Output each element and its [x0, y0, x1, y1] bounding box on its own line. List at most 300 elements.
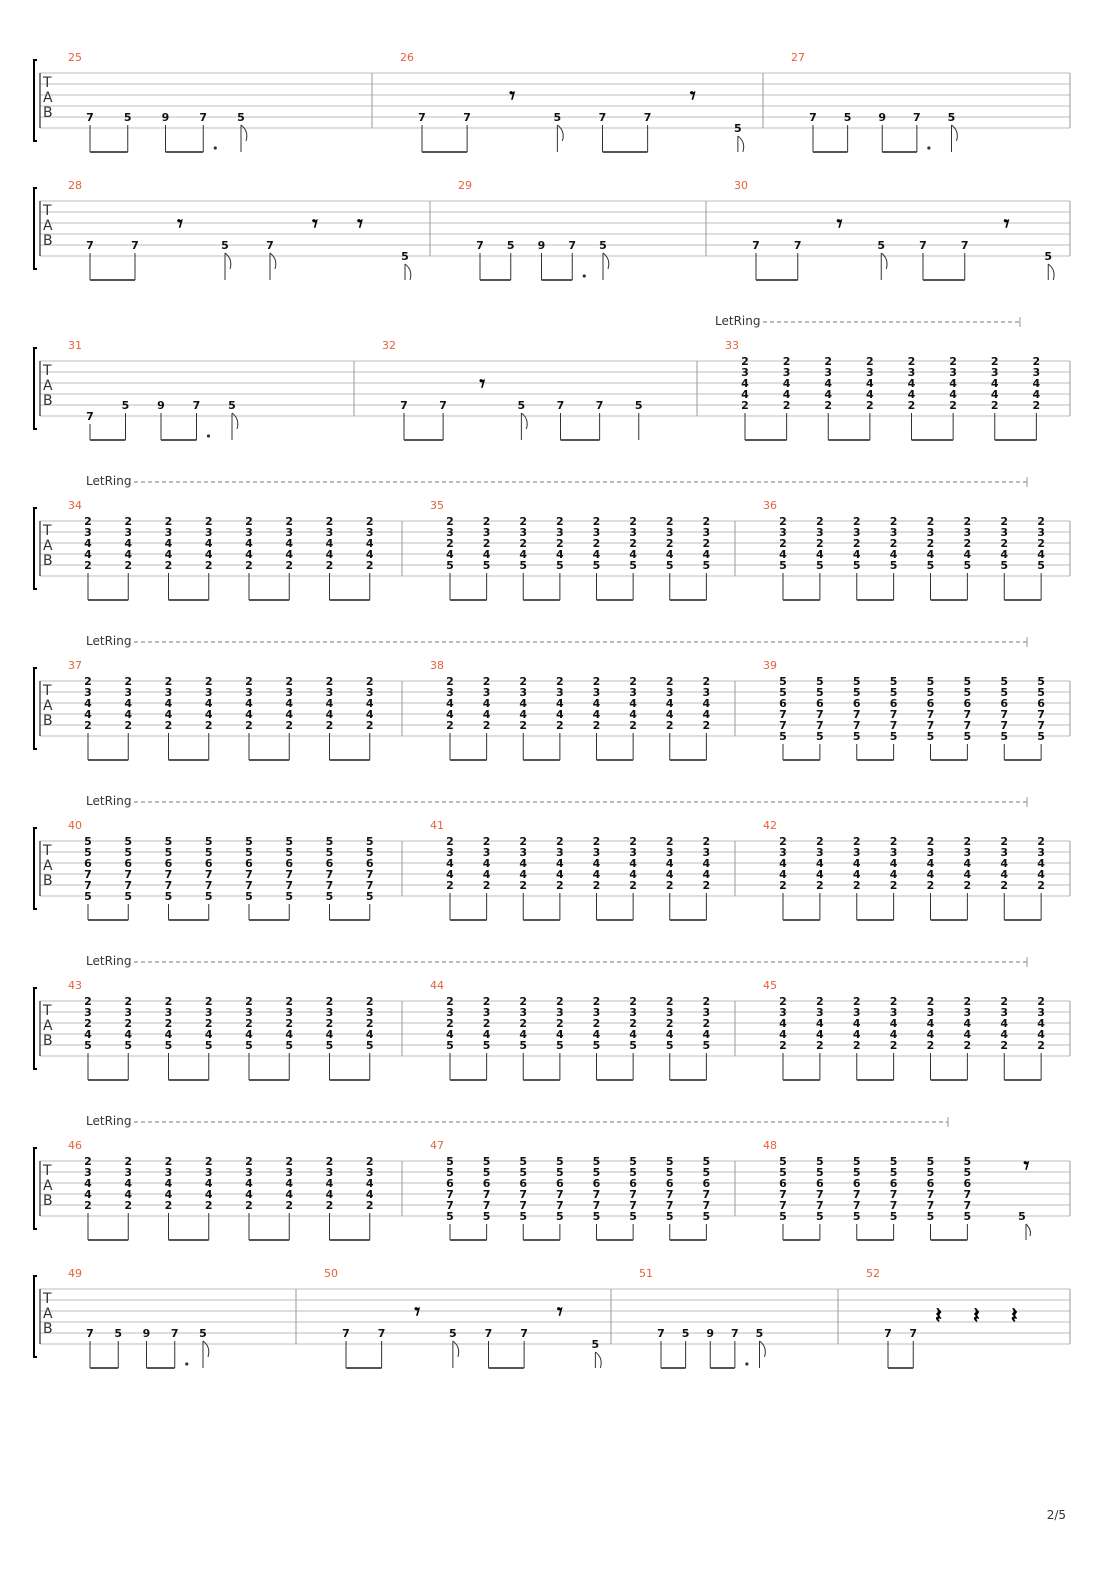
fret-number: 5 — [482, 1039, 491, 1052]
fret-number: 4 — [556, 868, 564, 881]
fret-number: 6 — [592, 1177, 601, 1190]
let-ring-label: LetRing — [86, 634, 132, 648]
fret-number: 5 — [221, 239, 229, 252]
fret-number: 2 — [926, 1039, 935, 1052]
fret-number: 2 — [285, 719, 294, 732]
note-flag — [241, 125, 247, 141]
fret-number: 4 — [852, 1017, 861, 1030]
fret-number: 2 — [556, 719, 564, 732]
fret-number: 2 — [365, 559, 374, 572]
fret-number: 7 — [731, 1327, 739, 1340]
fret-number: 5 — [702, 1039, 711, 1052]
fret-number: 3 — [889, 526, 898, 539]
fret-number: 5 — [852, 559, 861, 572]
fret-number: 3 — [285, 1006, 294, 1019]
fret-number: 2 — [325, 1017, 334, 1030]
fret-number: 5 — [121, 399, 130, 412]
fret-number: 2 — [629, 995, 637, 1008]
fret-number: 6 — [325, 857, 334, 870]
fret-number: 2 — [325, 995, 334, 1008]
fret-number: 3 — [779, 846, 787, 859]
fret-number: 4 — [1037, 1028, 1045, 1041]
fret-number: 3 — [852, 526, 861, 539]
fret-number: 7 — [809, 111, 817, 124]
fret-number: 3 — [592, 686, 601, 699]
fret-number: 5 — [519, 1210, 528, 1223]
fret-number: 4 — [245, 708, 253, 721]
fret-number: 2 — [1037, 1039, 1045, 1052]
fret-number: 6 — [84, 857, 92, 870]
fret-number: 2 — [446, 1017, 454, 1030]
fret-number: 5 — [816, 559, 824, 572]
fret-number: 7 — [365, 868, 374, 881]
fret-number: 7 — [192, 399, 201, 412]
fret-number: 2 — [1000, 995, 1009, 1008]
fret-number: 4 — [1000, 1028, 1009, 1041]
fret-number: 5 — [1037, 675, 1045, 688]
fret-number: 7 — [816, 719, 824, 732]
fret-number: 3 — [592, 846, 601, 859]
fret-number: 3 — [629, 686, 637, 699]
fret-number: 7 — [131, 239, 139, 252]
fret-number: 4 — [816, 868, 824, 881]
fret-number: 4 — [629, 697, 637, 710]
fret-number: 6 — [245, 857, 253, 870]
system-bracket — [34, 668, 37, 749]
fret-number: 2 — [164, 1155, 173, 1168]
fret-number: 4 — [519, 1028, 528, 1041]
fret-number: 3 — [889, 846, 898, 859]
tab-clef-letter: T — [43, 363, 52, 379]
fret-number: 5 — [164, 890, 173, 903]
eighth-rest: 𝄾 — [177, 211, 183, 237]
system-bracket — [34, 828, 37, 909]
fret-number: 7 — [889, 1188, 898, 1201]
fret-number: 4 — [365, 548, 374, 561]
fret-number: 3 — [556, 526, 564, 539]
fret-number: 5 — [553, 111, 562, 124]
fret-number: 2 — [990, 355, 999, 368]
fret-number: 5 — [779, 1155, 787, 1168]
note-flag — [595, 1352, 601, 1368]
measure-number: 46 — [68, 1139, 82, 1152]
fret-number: 7 — [779, 719, 787, 732]
fret-number: 5 — [947, 111, 956, 124]
fret-number: 4 — [482, 857, 491, 870]
fret-number: 5 — [204, 846, 213, 859]
fret-number: 2 — [702, 995, 711, 1008]
fret-number: 5 — [245, 890, 253, 903]
fret-number: 2 — [84, 515, 92, 528]
let-ring-label: LetRing — [86, 794, 132, 808]
fret-number: 4 — [629, 708, 637, 721]
quarter-rest: 𝄽 — [973, 1303, 980, 1329]
fret-number: 2 — [285, 559, 294, 572]
note-flag — [521, 413, 527, 429]
fret-number: 3 — [963, 846, 972, 859]
eighth-rest: 𝄾 — [509, 83, 516, 109]
fret-number: 2 — [702, 1017, 711, 1030]
fret-number: 5 — [204, 1039, 213, 1052]
fret-number: 5 — [629, 1166, 637, 1179]
fret-number: 4 — [592, 697, 601, 710]
fret-number: 7 — [86, 410, 94, 423]
fret-number: 4 — [519, 857, 528, 870]
fret-number: 5 — [665, 559, 674, 572]
fret-number: 2 — [592, 537, 601, 550]
fret-number: 2 — [926, 879, 935, 892]
eighth-rest: 𝄾 — [479, 371, 486, 397]
fret-number: 2 — [446, 879, 454, 892]
fret-number: 3 — [949, 366, 957, 379]
fret-number: 2 — [889, 515, 898, 528]
fret-number: 5 — [124, 835, 133, 848]
note-flag — [453, 1341, 459, 1357]
quarter-rest: 𝄽 — [1010, 1303, 1018, 1329]
fret-number: 5 — [556, 559, 564, 572]
fret-number: 3 — [665, 686, 674, 699]
fret-number: 2 — [124, 1199, 133, 1212]
fret-number: 7 — [963, 708, 972, 721]
fret-number: 2 — [245, 1155, 253, 1168]
tab-clef-letter: B — [43, 553, 53, 569]
fret-number: 2 — [629, 879, 637, 892]
fret-number: 5 — [926, 686, 935, 699]
fret-number: 3 — [852, 846, 861, 859]
fret-number: 4 — [889, 868, 898, 881]
fret-number: 4 — [907, 388, 916, 401]
fret-number: 4 — [556, 708, 564, 721]
fret-number: 4 — [245, 697, 253, 710]
fret-number: 6 — [816, 697, 824, 710]
fret-number: 5 — [325, 890, 334, 903]
fret-number: 5 — [204, 890, 213, 903]
fret-number: 5 — [592, 1039, 601, 1052]
fret-number: 4 — [482, 697, 491, 710]
fret-number: 2 — [285, 1155, 294, 1168]
fret-number: 4 — [285, 1028, 294, 1041]
fret-number: 3 — [124, 686, 133, 699]
fret-number: 7 — [963, 1188, 972, 1201]
fret-number: 6 — [164, 857, 173, 870]
fret-number: 2 — [889, 537, 898, 550]
fret-number: 5 — [963, 1210, 972, 1223]
fret-number: 3 — [665, 1006, 674, 1019]
fret-number: 3 — [1037, 526, 1045, 539]
fret-number: 7 — [702, 1188, 711, 1201]
fret-number: 4 — [852, 868, 861, 881]
fret-number: 5 — [889, 1210, 898, 1223]
fret-number: 7 — [519, 1188, 528, 1201]
fret-number: 3 — [285, 1166, 294, 1179]
fret-number: 4 — [592, 868, 601, 881]
fret-number: 5 — [285, 846, 294, 859]
fret-number: 3 — [779, 1006, 787, 1019]
fret-number: 4 — [889, 548, 898, 561]
fret-number: 3 — [365, 1166, 374, 1179]
duration-dot — [185, 1362, 188, 1365]
fret-number: 4 — [782, 388, 791, 401]
measure-number: 49 — [68, 1267, 82, 1280]
fret-number: 5 — [629, 1155, 637, 1168]
measure-number: 29 — [458, 179, 472, 192]
fret-number: 5 — [365, 890, 374, 903]
fret-number: 4 — [926, 1028, 935, 1041]
fret-number: 7 — [482, 1188, 491, 1201]
fret-number: 5 — [889, 686, 898, 699]
fret-number: 2 — [852, 515, 861, 528]
fret-number: 5 — [889, 559, 898, 572]
fret-number: 4 — [741, 377, 749, 390]
fret-number: 2 — [482, 515, 491, 528]
fret-number: 4 — [482, 708, 491, 721]
fret-number: 4 — [325, 1188, 334, 1201]
fret-number: 3 — [556, 686, 564, 699]
fret-number: 5 — [1018, 1210, 1026, 1223]
tab-clef-letter: B — [43, 1321, 53, 1337]
tab-clef-letter: A — [43, 538, 53, 554]
fret-number: 6 — [926, 697, 935, 710]
fret-number: 3 — [204, 526, 213, 539]
note-flag — [760, 1341, 766, 1357]
note-flag — [738, 136, 744, 152]
fret-number: 4 — [164, 1188, 173, 1201]
fret-number: 4 — [482, 548, 491, 561]
fret-number: 7 — [779, 1199, 787, 1212]
fret-number: 5 — [245, 846, 253, 859]
fret-number: 4 — [592, 708, 601, 721]
fret-number: 4 — [702, 548, 711, 561]
fret-number: 2 — [949, 355, 957, 368]
fret-number: 2 — [124, 1155, 133, 1168]
tab-clef-letter: B — [43, 713, 53, 729]
fret-number: 5 — [556, 1166, 564, 1179]
fret-number: 3 — [816, 1006, 824, 1019]
fret-number: 4 — [204, 697, 213, 710]
fret-number: 4 — [629, 868, 637, 881]
duration-dot — [583, 274, 586, 277]
eighth-rest: 𝄾 — [357, 211, 363, 237]
fret-number: 7 — [657, 1327, 665, 1340]
fret-number: 4 — [164, 548, 173, 561]
tab-clef-letter: A — [43, 698, 53, 714]
fret-number: 3 — [926, 1006, 935, 1019]
fret-number: 5 — [164, 1039, 173, 1052]
fret-number: 7 — [816, 708, 824, 721]
fret-number: 2 — [907, 355, 916, 368]
fret-number: 2 — [482, 537, 491, 550]
fret-number: 3 — [482, 686, 491, 699]
fret-number: 4 — [285, 708, 294, 721]
measure-number: 40 — [68, 819, 82, 832]
system-bracket — [34, 508, 37, 589]
fret-number: 4 — [84, 697, 92, 710]
fret-number: 5 — [963, 675, 972, 688]
fret-number: 7 — [325, 868, 334, 881]
fret-number: 7 — [342, 1327, 350, 1340]
fret-number: 4 — [702, 697, 711, 710]
fret-number: 3 — [204, 1006, 213, 1019]
fret-number: 4 — [1000, 868, 1009, 881]
tab-clef-letter: A — [43, 90, 53, 106]
note-flag — [1048, 264, 1054, 280]
fret-number: 2 — [779, 995, 787, 1008]
fret-number: 4 — [963, 1028, 972, 1041]
fret-number: 5 — [779, 686, 787, 699]
fret-number: 7 — [484, 1327, 493, 1340]
fret-number: 4 — [592, 548, 601, 561]
fret-number: 3 — [1000, 846, 1009, 859]
fret-number: 6 — [852, 1177, 861, 1190]
fret-number: 4 — [779, 868, 787, 881]
fret-number: 5 — [245, 1039, 253, 1052]
fret-number: 2 — [519, 835, 528, 848]
fret-number: 3 — [519, 846, 528, 859]
fret-number: 4 — [926, 1017, 935, 1030]
fret-number: 2 — [592, 675, 601, 688]
fret-number: 2 — [852, 1039, 861, 1052]
fret-number: 4 — [519, 697, 528, 710]
fret-number: 2 — [782, 399, 791, 412]
fret-number: 2 — [852, 995, 861, 1008]
fret-number: 4 — [1000, 857, 1009, 870]
tab-clef-letter: B — [43, 1033, 53, 1049]
fret-number: 2 — [963, 537, 972, 550]
fret-number: 4 — [164, 697, 173, 710]
fret-number: 4 — [889, 1028, 898, 1041]
eighth-rest: 𝄾 — [689, 83, 696, 109]
measure-number: 26 — [400, 51, 414, 64]
fret-number: 2 — [629, 719, 637, 732]
fret-number: 4 — [124, 548, 133, 561]
fret-number: 4 — [84, 708, 92, 721]
fret-number: 4 — [164, 537, 173, 550]
fret-number: 2 — [889, 835, 898, 848]
fret-number: 3 — [124, 1166, 133, 1179]
fret-number: 4 — [204, 708, 213, 721]
fret-number: 2 — [482, 995, 491, 1008]
fret-number: 4 — [124, 1028, 133, 1041]
fret-number: 4 — [990, 388, 999, 401]
fret-number: 7 — [592, 1199, 601, 1212]
eighth-rest: 𝄾 — [836, 211, 843, 237]
fret-number: 2 — [365, 675, 374, 688]
fret-number: 4 — [556, 857, 564, 870]
fret-number: 2 — [245, 675, 253, 688]
fret-number: 5 — [779, 1166, 787, 1179]
fret-number: 6 — [702, 1177, 711, 1190]
measure-number: 25 — [68, 51, 82, 64]
fret-number: 5 — [519, 1039, 528, 1052]
eighth-rest: 𝄾 — [1023, 1153, 1030, 1179]
fret-number: 6 — [124, 857, 133, 870]
system-bracket — [34, 348, 37, 429]
fret-number: 3 — [325, 686, 334, 699]
fret-number: 6 — [889, 697, 898, 710]
fret-number: 4 — [365, 697, 374, 710]
tab-clef-letter: B — [43, 233, 53, 249]
fret-number: 5 — [889, 1166, 898, 1179]
fret-number: 4 — [949, 388, 957, 401]
fret-number: 5 — [285, 1039, 294, 1052]
fret-number: 5 — [1037, 686, 1045, 699]
fret-number: 2 — [816, 515, 824, 528]
fret-number: 5 — [702, 1210, 711, 1223]
fret-number: 2 — [779, 515, 787, 528]
fret-number: 3 — [245, 1166, 253, 1179]
fret-number: 2 — [204, 1017, 213, 1030]
fret-number: 5 — [164, 846, 173, 859]
measure-number: 41 — [430, 819, 444, 832]
note-flag — [225, 253, 231, 269]
fret-number: 3 — [926, 846, 935, 859]
fret-number: 4 — [556, 1028, 564, 1041]
measure-number: 45 — [763, 979, 777, 992]
fret-number: 5 — [926, 559, 935, 572]
tab-clef-letter: T — [43, 523, 52, 539]
fret-number: 2 — [779, 879, 787, 892]
fret-number: 7 — [556, 399, 565, 412]
fret-number: 4 — [556, 548, 564, 561]
fret-number: 3 — [164, 686, 173, 699]
fret-number: 5 — [877, 239, 886, 252]
system-bracket — [34, 188, 37, 269]
fret-number: 2 — [482, 1017, 491, 1030]
fret-number: 2 — [365, 1199, 374, 1212]
fret-number: 5 — [702, 559, 711, 572]
system-bracket — [34, 60, 37, 141]
fret-number: 2 — [556, 879, 564, 892]
fret-number: 5 — [665, 1166, 674, 1179]
fret-number: 3 — [556, 1006, 564, 1019]
fret-number: 2 — [889, 879, 898, 892]
fret-number: 5 — [519, 559, 528, 572]
fret-number: 5 — [963, 730, 972, 743]
system-bracket — [34, 988, 37, 1069]
fret-number: 2 — [285, 995, 294, 1008]
fret-number: 7 — [702, 1199, 711, 1212]
fret-number: 5 — [482, 1210, 491, 1223]
fret-number: 7 — [124, 879, 133, 892]
fret-number: 7 — [595, 399, 604, 412]
fret-number: 2 — [1000, 515, 1009, 528]
fret-number: 3 — [629, 1006, 637, 1019]
fret-number: 5 — [926, 1155, 935, 1168]
fret-number: 2 — [84, 719, 92, 732]
fret-number: 2 — [84, 559, 92, 572]
fret-number: 2 — [164, 515, 173, 528]
fret-number: 2 — [84, 1199, 92, 1212]
fret-number: 3 — [1037, 846, 1045, 859]
note-flag — [881, 253, 887, 269]
fret-number: 4 — [665, 548, 674, 561]
measure-number: 43 — [68, 979, 82, 992]
fret-number: 5 — [84, 846, 92, 859]
fret-number: 7 — [365, 879, 374, 892]
fret-number: 5 — [124, 1039, 133, 1052]
fret-number: 4 — [1000, 1017, 1009, 1030]
note-flag — [603, 253, 609, 269]
fret-number: 5 — [629, 1210, 637, 1223]
measure-number: 27 — [791, 51, 805, 64]
fret-number: 7 — [629, 1199, 637, 1212]
fret-number: 7 — [852, 1188, 861, 1201]
fret-number: 2 — [446, 719, 454, 732]
measure-number: 39 — [763, 659, 777, 672]
fret-number: 2 — [852, 879, 861, 892]
measure-number: 35 — [430, 499, 444, 512]
fret-number: 4 — [592, 857, 601, 870]
